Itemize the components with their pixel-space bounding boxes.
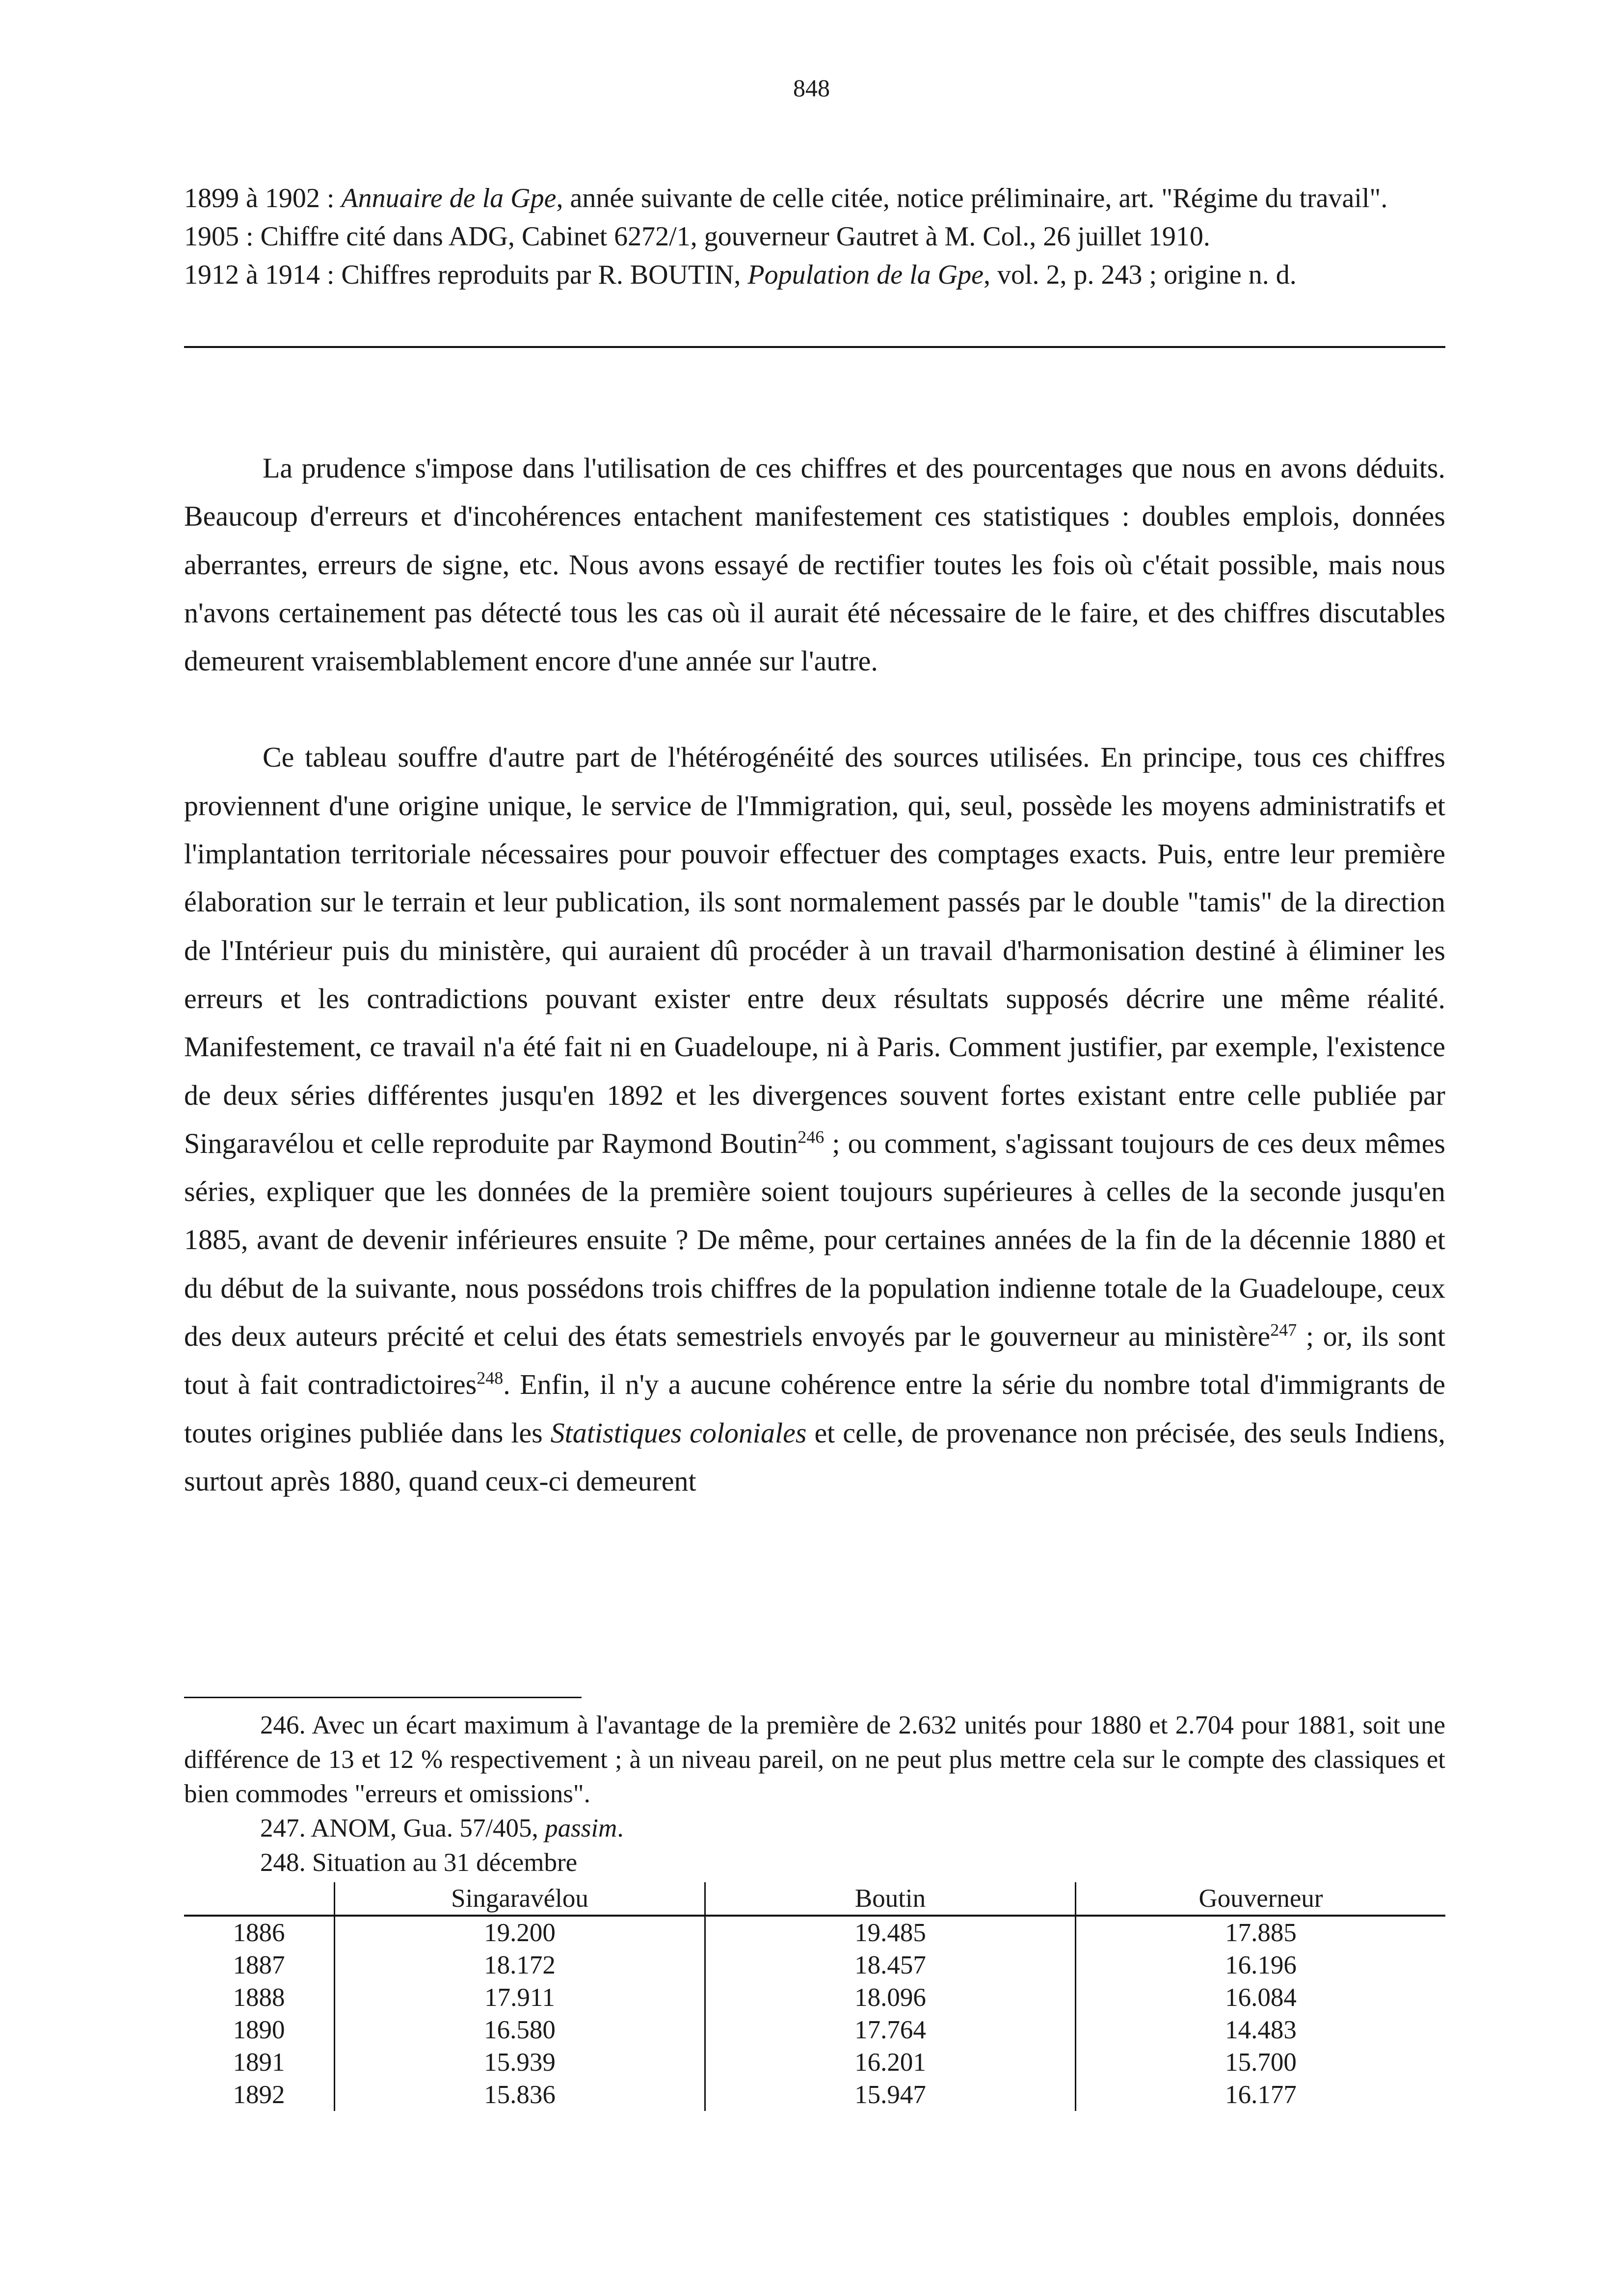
table-cell: 19.200 <box>335 1916 705 1949</box>
table-sources-notes <box>184 179 1445 294</box>
year-cell: 1887 <box>233 1951 285 1979</box>
source-line-1912 <box>184 256 1445 294</box>
paragraph-text: ; ou comment, s'agissant toujours de ces deux mêmes séries, expliquer que les données de la première soient toujours supérieures à celles de la seconde jusqu'en 1885, avant de devenir inférieures ensuite ? De même, pour certaines années de la fin de la décennie 1880 et du début de la suivante, nous possédons trois chiffres de la population indienne totale de la Guadeloupe, ceux des deux auteurs précité et celui des états semestriels envoyés par le gouverneur au ministère <box>184 1127 1445 1353</box>
year-cell: 1888 <box>233 1983 285 2012</box>
table-cell: 15.700 <box>1076 2046 1446 2079</box>
source-title-italic: Annuaire de la Gpe <box>341 183 557 214</box>
table-cell: 15.836 <box>335 2079 705 2111</box>
footnote-248: 248. Situation au 31 décembre <box>260 1848 578 1877</box>
footnotes <box>184 1708 1445 1880</box>
column-header: Singaravélou <box>335 1882 705 1916</box>
table-row <box>184 2014 1445 2046</box>
table-row <box>184 2046 1445 2079</box>
population-table <box>184 1882 1445 2111</box>
footnote-247 <box>184 1811 1445 1845</box>
table-row <box>184 1981 1445 2014</box>
table-row <box>184 1949 1445 1981</box>
main-text <box>184 444 1445 1505</box>
paragraph-text: Ce tableau souffre d'autre part de l'hétérogénéité des sources utilisées. En principe, tous ces chiffres proviennent d'une origine unique, le service de l'Immigration, qui, seul, possède les moyens administratifs et l'implantation territoriale nécessaires pour pouvoir effectuer des comptages exacts. Puis, entre leur première élaboration sur le terrain et leur publication, ils sont normalement passés par le double "tamis" de la direction de l'Intérieur puis du ministère, qui auraient dû procéder à un travail d'harmonisation destiné à éliminer les erreurs et les contradictions pouvant exister entre deux résultats supposés décrire une même réalité. Manifestement, ce travail n'a été fait ni en Guadeloupe, ni à Paris. Comment justifier, par exemple, l'existence de deux séries différentes jusqu'en 1892 et les divergences souvent fortes existant entre celle publiée par Singaravélou et celle reproduite par Raymond Boutin <box>184 741 1445 1159</box>
column-header: Boutin <box>705 1882 1076 1916</box>
source-line-1905: 1905 : Chiffre cité dans ADG, Cabinet 6272/1, gouverneur Gautret à M. Col., 26 juillet 1910. <box>184 221 1210 252</box>
table-cell: 16.084 <box>1076 1981 1446 2014</box>
page-number: 848 <box>793 74 830 102</box>
table-cell: 16.177 <box>1076 2079 1446 2111</box>
footnote-text: . <box>617 1814 624 1842</box>
table-cell: 17.764 <box>705 2014 1076 2046</box>
source-title-italic: Population de la Gpe <box>747 260 984 290</box>
paragraph-text: ; or, ils sont tout à fait contradictoires <box>184 1320 1445 1401</box>
paragraph-text: . Enfin, il n'y a aucune cohérence entre la série du nombre total d'immigrants de toutes origines publiée dans les <box>184 1368 1446 1449</box>
paragraph-text: et celle, de provenance non précisée, des seuls Indiens, surtout après 1880, quand ceux-ci demeurent <box>184 1416 1445 1497</box>
column-header <box>184 1882 335 1916</box>
table-cell: 18.457 <box>705 1949 1076 1981</box>
footnote-italic: passim <box>545 1814 617 1842</box>
footnote-ref-248[interactable]: 248 <box>477 1368 504 1388</box>
source-line-text: , vol. 2, p. 243 ; origine n. d. <box>983 260 1297 290</box>
table-cell: 16.201 <box>705 2046 1076 2079</box>
year-cell: 1892 <box>233 2081 285 2109</box>
footnote-text: 247. ANOM, Gua. 57/405, <box>260 1814 545 1842</box>
publication-title-italic: Statistiques coloniales <box>550 1416 807 1449</box>
table-cell: 15.939 <box>335 2046 705 2079</box>
table-header-row <box>184 1882 1445 1916</box>
source-line-text: 1912 à 1914 : Chiffres reproduits par R. BOUTIN, <box>184 260 748 290</box>
footnote-ref-246[interactable]: 246 <box>798 1127 825 1147</box>
footnote-ref-247[interactable]: 247 <box>1270 1320 1297 1340</box>
table-cell: 18.172 <box>335 1949 705 1981</box>
table-cell: 14.483 <box>1076 2014 1446 2046</box>
table-cell: 16.580 <box>335 2014 705 2046</box>
table-cell: 19.485 <box>705 1916 1076 1949</box>
year-cell: 1886 <box>233 1919 285 1947</box>
footnote-separator <box>184 1697 582 1698</box>
year-cell: 1891 <box>233 2048 285 2077</box>
table-row <box>184 1916 1445 1949</box>
table-cell: 17.885 <box>1076 1916 1446 1949</box>
table-cell: 15.947 <box>705 2079 1076 2111</box>
source-line-1899 <box>184 179 1445 217</box>
year-cell: 1890 <box>233 2016 285 2044</box>
table-cell: 17.911 <box>335 1981 705 2014</box>
section-divider <box>184 346 1445 348</box>
column-header: Gouverneur <box>1076 1882 1446 1916</box>
footnote-246: 246. Avec un écart maximum à l'avantage de la première de 2.632 unités pour 1880 et 2.704 pour 1881, soit une différence de 13 et 12 % respectivement ; à un niveau pareil, on ne peut plus mettre cela sur le compte des classiques et bien commodes "erreurs et omissions". <box>184 1711 1445 1808</box>
paragraph-1: La prudence s'impose dans l'utilisation de ces chiffres et des pourcentages que nous en avons déduits. Beaucoup d'erreurs et d'incohérences entachent manifestement ces statistiques : doubles emplois, données aberrantes, erreurs de signe, etc. Nous avons essayé de rectifier toutes les fois où c'était possible, mais nous n'avons certainement pas détecté tous les cas où il aurait été nécessaire de le faire, et des chiffres discutables demeurent vraisemblablement encore d'une année sur l'autre. <box>184 452 1445 677</box>
paragraph-2 <box>184 733 1445 1505</box>
table-cell: 18.096 <box>705 1981 1076 2014</box>
table-cell: 16.196 <box>1076 1949 1446 1981</box>
source-line-text: , année suivante de celle citée, notice préliminaire, art. "Régime du travail". <box>556 183 1388 214</box>
table-row <box>184 2079 1445 2111</box>
source-line-text: 1899 à 1902 : <box>184 183 342 214</box>
